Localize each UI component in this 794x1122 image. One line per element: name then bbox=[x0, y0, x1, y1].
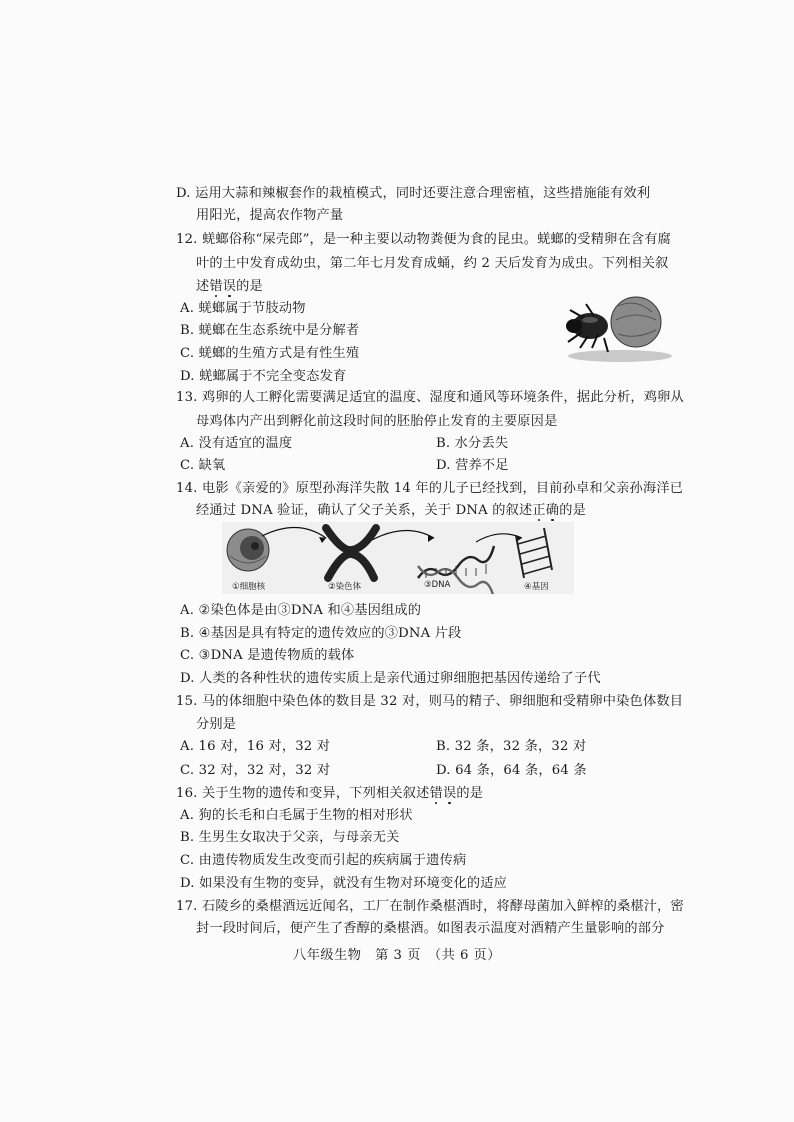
q15-stem-line2: 分别是 bbox=[196, 717, 237, 732]
q13-stem-line1: 13. 鸡卵的人工孵化需要满足适宜的温度、湿度和通风等环境条件，据此分析，鸡卵从 bbox=[176, 390, 684, 405]
q14-stem-line1: 14. 电影《亲爱的》原型孙海洋失散 14 年的儿子已经找到，目前孙卓和父亲孙海洋已 bbox=[176, 481, 684, 496]
q12-line3-pre: 述 bbox=[196, 279, 210, 294]
q14-option-d: D. 人类的各种性状的遗传实质上是亲代通过卵细胞把基因传递给了子代 bbox=[180, 671, 601, 686]
q17-stem-line1: 17. 石陵乡的桑椹酒远近闻名，工厂在制作桑椹酒时，将酵母菌加入鲜榨的桑椹汁，密 bbox=[176, 899, 684, 914]
q16-option-d: D. 如果没有生物的变异，就没有生物对环境变化的适应 bbox=[180, 876, 507, 891]
q14-stem-line2 bbox=[196, 501, 586, 521]
q16-option-c: C. 由遗传物质发生改变而引起的疾病属于遗传病 bbox=[180, 853, 467, 868]
emphasis-char: 错 bbox=[209, 279, 223, 294]
q17-stem-line2: 封一段时间后，便产生了香醇的桑椹酒。如图表示温度对酒精产生量影响的部分 bbox=[196, 921, 665, 936]
figure-label-dna: ③DNA bbox=[424, 580, 451, 590]
q11-option-d-line2: 用阳光，提高农作物产量 bbox=[196, 208, 344, 223]
dna-figure bbox=[222, 522, 574, 594]
q15-option-a: A. 16 对，16 对，32 对 bbox=[180, 739, 331, 754]
emphasis-char: 误 bbox=[442, 786, 457, 801]
q16-option-a: A. 狗的长毛和白毛属于生物的相对形状 bbox=[180, 808, 413, 823]
q14-option-c: C. ③DNA 是遗传物质的载体 bbox=[180, 648, 355, 663]
q15-option-c: C. 32 对，32 对，32 对 bbox=[180, 763, 331, 778]
q16-stem bbox=[176, 784, 483, 804]
dung-beetle-image bbox=[560, 292, 676, 364]
figure-label-nucleus: ①细胞核 bbox=[232, 582, 266, 592]
q12-stem-line2: 叶的土中发育成幼虫，第二年七月发育成蛹，约 2 天后发育为成虫。下列相关叙 bbox=[196, 256, 669, 271]
q13-option-b: B. 水分丢失 bbox=[436, 436, 509, 451]
q14-option-a: A. ②染色体是由③DNA 和④基因组成的 bbox=[180, 603, 422, 618]
q15-option-d: D. 64 条，64 条，64 条 bbox=[436, 763, 587, 778]
q13-option-d: D. 营养不足 bbox=[436, 458, 509, 473]
q12-option-d: D. 蜣螂属于不完全变态发育 bbox=[180, 369, 347, 384]
q12-stem-line3 bbox=[196, 277, 263, 297]
q14-line2-pre: 经通过 DNA 验证，确认了父子关系，关于 DNA 的叙述 bbox=[196, 503, 533, 518]
q13-option-c: C. 缺氧 bbox=[180, 458, 226, 473]
q13-option-a: A. 没有适宜的温度 bbox=[180, 436, 293, 451]
figure-label-gene: ④基因 bbox=[524, 582, 549, 592]
figure-label-chromosome: ②染色体 bbox=[328, 582, 362, 592]
q16-stem-pre: 16. 关于生物的遗传和变异，下列相关叙述 bbox=[176, 786, 430, 801]
q12-option-c: C. 蜣螂的生殖方式是有性生殖 bbox=[180, 346, 360, 361]
q15-stem-line1: 15. 马的体细胞中染色体的数目是 32 对，则马的精子、卵细胞和受精卵中染色体数目 bbox=[176, 694, 684, 709]
q16-option-b: B. 生男生女取决于父亲，与母亲无关 bbox=[180, 830, 400, 845]
q12-stem-line1: 12. 蜣螂俗称“屎壳郎”，是一种主要以动物粪便为食的昆虫。蜣螂的受精卵在含有腐 bbox=[176, 232, 672, 247]
q12-option-a: A. 蜣螂属于节肢动物 bbox=[180, 301, 306, 316]
q14-line2-post: 的是 bbox=[559, 503, 586, 518]
q12-line3-post: 的是 bbox=[236, 279, 263, 294]
q12-option-b: B. 蜣螂在生态系统中是分解者 bbox=[180, 323, 360, 338]
q16-stem-post: 的是 bbox=[456, 786, 484, 801]
page-footer: 八年级生物 第 3 页 （共 6 页） bbox=[293, 948, 501, 963]
q15-option-b: B. 32 条，32 条，32 对 bbox=[436, 739, 587, 754]
emphasis-char: 误 bbox=[222, 279, 237, 294]
q11-option-d-line1: D. 运用大蒜和辣椒套作的栽植模式，同时还要注意合理密植，这些措施能有效利 bbox=[176, 186, 651, 201]
emphasis-char: 错 bbox=[429, 786, 443, 801]
emphasis-char: 正 bbox=[532, 503, 546, 518]
q13-stem-line2: 母鸡体内产出到孵化前这段时间的胚胎停止发育的主要原因是 bbox=[196, 414, 558, 429]
q14-option-b: B. ④基因是具有特定的遗传效应的③DNA 片段 bbox=[180, 626, 462, 641]
emphasis-char: 确 bbox=[545, 503, 560, 518]
